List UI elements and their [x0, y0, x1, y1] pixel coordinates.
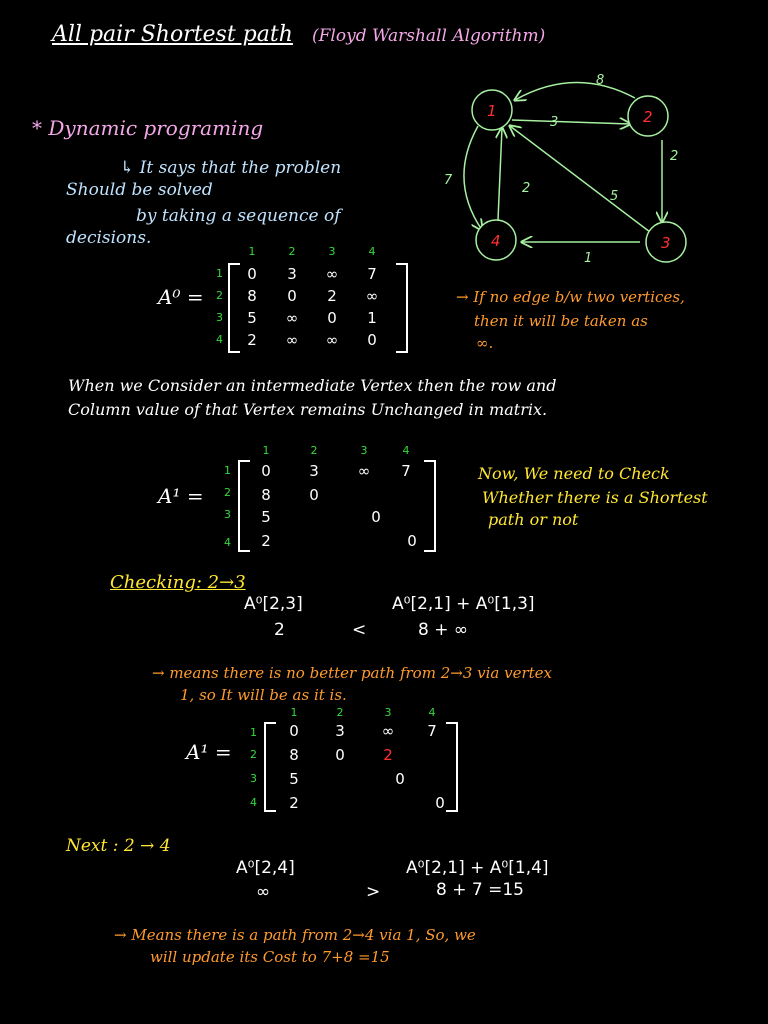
matrix-cell: ∞	[285, 331, 299, 349]
next-comparator: >	[366, 882, 381, 902]
page-subtitle: (Floyd Warshall Algorithm)	[312, 26, 546, 46]
col-label: 4	[428, 706, 436, 719]
dp-line-1: ↳ It says that the problen	[120, 158, 342, 178]
checking-comparator: <	[352, 620, 367, 640]
col-label: 1	[290, 706, 298, 719]
matrix-cell: 0	[407, 532, 417, 550]
intermediate-note-2: Column value of that Vertex remains Unchanged in matrix.	[68, 400, 548, 419]
right-bracket	[396, 263, 408, 353]
dp-heading: * Dynamic programing	[32, 116, 264, 140]
row-label: 1	[216, 267, 223, 280]
graph-diagram	[430, 70, 690, 270]
next-rhs-value: 8 + 7 =15	[436, 880, 524, 900]
matrix-cell: ∞	[325, 331, 339, 349]
col-label: 1	[248, 245, 256, 258]
node-3-label: 3	[661, 234, 671, 252]
dp-line-3: by taking a sequence of	[136, 206, 341, 226]
matrix-cell: ∞	[365, 287, 379, 305]
row-label: 4	[216, 333, 223, 346]
matrix-cell: 8	[247, 287, 257, 305]
check-note-1: Now, We need to Check	[478, 464, 670, 483]
matrix-cell: 7	[401, 462, 411, 480]
row-label: 3	[250, 772, 257, 785]
matrix-cell: 0	[327, 309, 337, 327]
matrix-cell: 2	[327, 287, 337, 305]
matrix-cell: 8	[261, 486, 271, 504]
means-1-line-1: → means there is no better path from 2→3 via vertex	[152, 664, 552, 682]
col-label: 2	[336, 706, 344, 719]
dp-line-2: Should be solved	[66, 180, 213, 200]
edge-2-3-weight: 2	[670, 149, 679, 164]
matrix-a1	[180, 706, 470, 816]
row-label: 3	[216, 311, 223, 324]
means-2-line-1: → Means there is a path from 2→4 via 1, So, we	[114, 926, 476, 944]
no-edge-note-3: ∞.	[476, 334, 494, 352]
edge-3-1-weight: 5	[610, 189, 619, 204]
matrix-a1-partial	[150, 444, 450, 554]
row-label: 1	[250, 726, 257, 739]
no-edge-note-1: → If no edge b/w two vertices,	[456, 288, 685, 306]
col-label: 4	[402, 444, 410, 457]
next-lhs: A⁰[2,4]	[236, 858, 295, 878]
matrix-cell: 0	[261, 462, 271, 480]
matrix-cell: 0	[395, 770, 405, 788]
matrix-cell: 2	[261, 532, 271, 550]
matrix-cell: 5	[261, 508, 271, 526]
col-label: 3	[384, 706, 392, 719]
matrix-cell: 3	[309, 462, 319, 480]
edge-4-1-weight: 2	[522, 181, 531, 196]
row-label: 2	[216, 289, 223, 302]
edge-2-1-weight: 8	[596, 73, 605, 88]
edge-4-1	[498, 128, 502, 220]
intermediate-note-1: When we Consider an intermediate Vertex then the row and	[68, 376, 557, 395]
updated-cell: 2	[383, 746, 393, 764]
col-label: 3	[360, 444, 368, 457]
check-note-3: path or not	[488, 510, 579, 529]
matrix-cell: 0	[247, 265, 257, 283]
matrix-cell: ∞	[285, 309, 299, 327]
col-label: 2	[288, 245, 296, 258]
dp-line-4: decisions.	[66, 228, 152, 248]
row-label: 2	[224, 486, 231, 499]
row-label: 4	[250, 796, 257, 809]
col-label: 4	[368, 245, 376, 258]
checking-rhs: A⁰[2,1] + A⁰[1,3]	[392, 594, 535, 614]
matrix-cell: 2	[247, 331, 257, 349]
row-label: 2	[250, 748, 257, 761]
matrix-cell: 8	[289, 746, 299, 764]
matrix-cell: 0	[435, 794, 445, 812]
edge-1-2-weight: 3	[550, 115, 559, 130]
matrix-cell: 3	[335, 722, 345, 740]
matrix-cell: 7	[367, 265, 377, 283]
node-4-label: 4	[491, 232, 501, 250]
matrix-cell: 0	[367, 331, 377, 349]
matrix-cell: ∞	[381, 722, 395, 740]
matrix-cell: 5	[247, 309, 257, 327]
checking-label: Checking: 2→3	[110, 572, 246, 593]
no-edge-note-2: then it will be taken as	[474, 312, 648, 330]
matrix-a1-label: A¹ =	[186, 740, 232, 764]
edge-3-4-weight: 1	[584, 251, 593, 266]
edge-3-1	[510, 126, 650, 232]
node-2-label: 2	[643, 108, 653, 126]
checking-rhs-value: 8 + ∞	[418, 620, 469, 640]
next-rhs: A⁰[2,1] + A⁰[1,4]	[406, 858, 549, 878]
edge-2-1	[515, 82, 635, 100]
matrix-cell: 1	[367, 309, 377, 327]
row-label: 4	[224, 536, 231, 549]
edge-1-4	[464, 126, 482, 230]
matrix-cell: 5	[289, 770, 299, 788]
col-label: 3	[328, 245, 336, 258]
matrix-cell: 0	[335, 746, 345, 764]
row-label: 1	[224, 464, 231, 477]
matrix-cell: 0	[309, 486, 319, 504]
matrix-a0-label: A⁰ =	[158, 285, 204, 309]
matrix-a0	[150, 245, 420, 355]
matrix-cell: 0	[371, 508, 381, 526]
matrix-cell: 7	[427, 722, 437, 740]
matrix-cell: 3	[287, 265, 297, 283]
col-label: 1	[262, 444, 270, 457]
node-1-label: 1	[487, 102, 497, 120]
matrix-cell: ∞	[357, 462, 371, 480]
means-2-line-2: will update its Cost to 7+8 =15	[150, 948, 390, 966]
check-note-2: Whether there is a Shortest	[482, 488, 708, 507]
edge-1-2	[512, 120, 630, 124]
edge-1-4-weight: 7	[444, 173, 453, 188]
col-label: 2	[310, 444, 318, 457]
matrix-cell: 0	[289, 722, 299, 740]
page-title: All pair Shortest path	[52, 22, 293, 47]
matrix-cell: 0	[287, 287, 297, 305]
next-lhs-value: ∞	[256, 882, 271, 902]
next-label: Next : 2 → 4	[66, 836, 171, 856]
means-1-line-2: 1, so It will be as it is.	[180, 686, 347, 704]
matrix-a1-partial-label: A¹ =	[158, 484, 204, 508]
matrix-cell: 2	[289, 794, 299, 812]
checking-lhs: A⁰[2,3]	[244, 594, 303, 614]
checking-lhs-value: 2	[274, 620, 285, 640]
matrix-cell: ∞	[325, 265, 339, 283]
row-label: 3	[224, 508, 231, 521]
